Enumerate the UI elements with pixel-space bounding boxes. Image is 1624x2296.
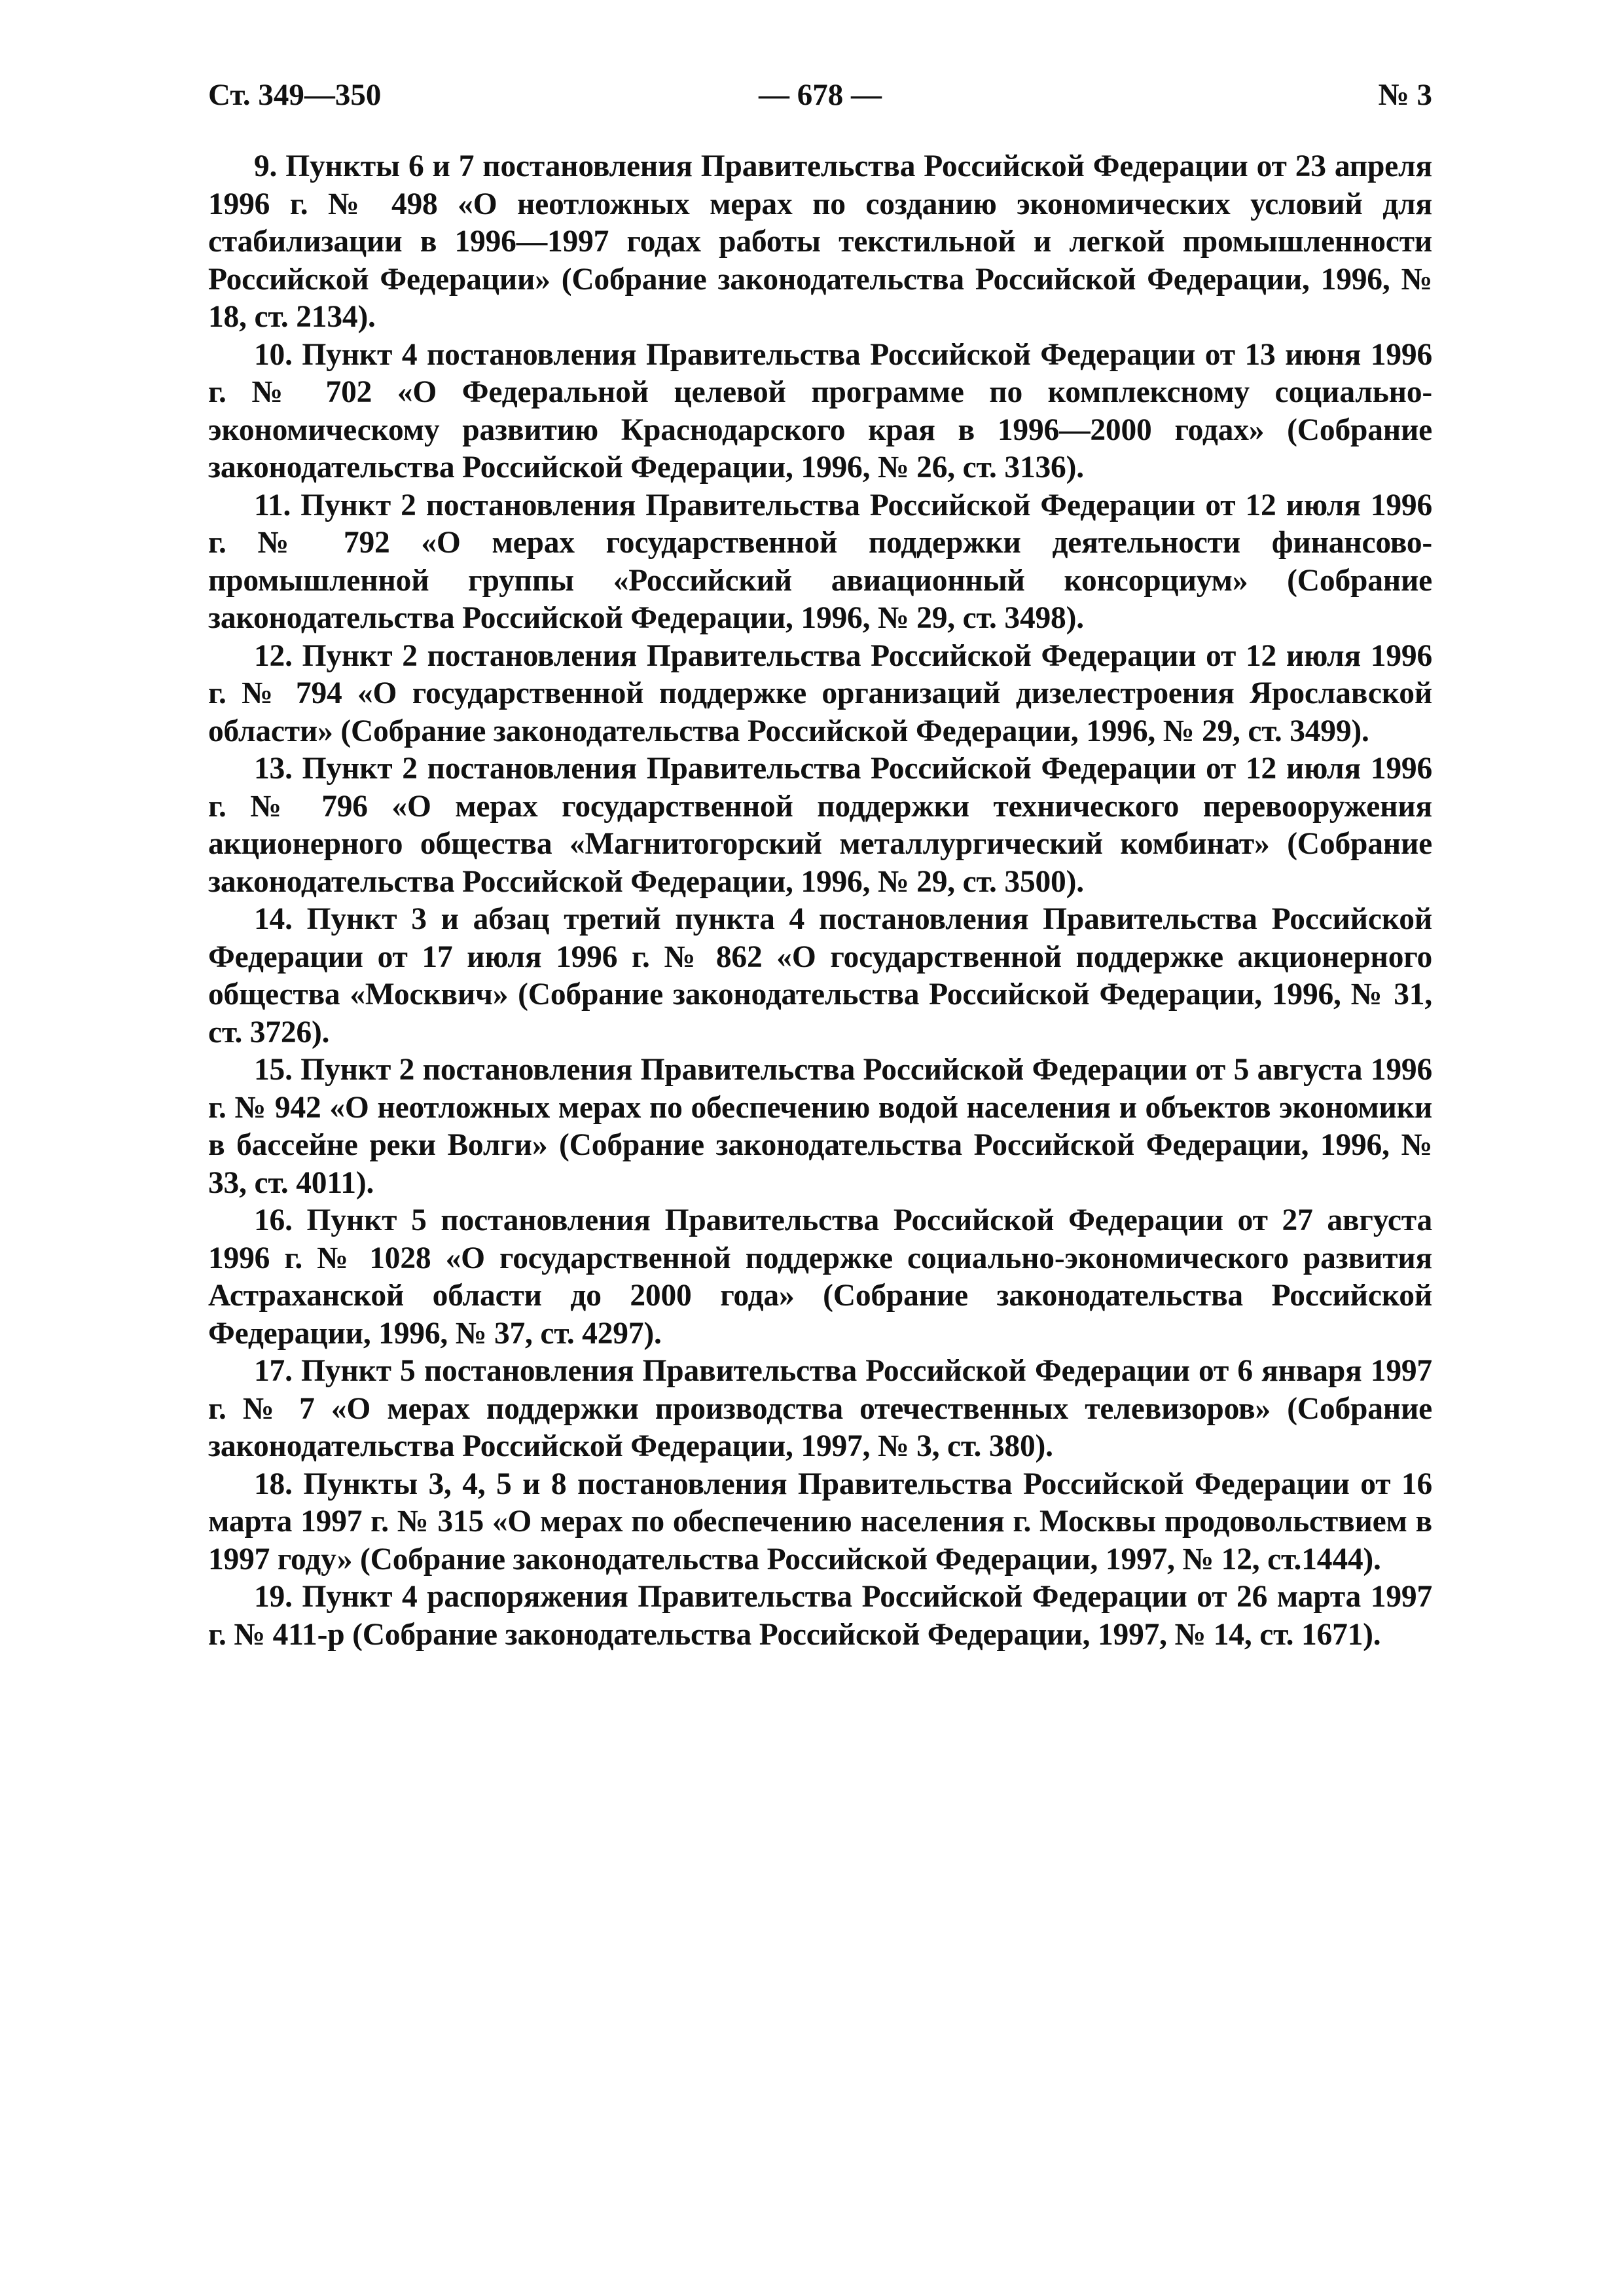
paragraph-item-19: 19. Пункт 4 распоряжения Правительства Российской Федерации от 26 марта 1997 г. № 411-р (Собрание законодательства Российской Федерации, 1997, № 14, ст. 1671). (208, 1580, 1432, 1652)
paragraph-item-13: 13. Пункт 2 постановления Правительства Российской Федерации от 12 июля 1996 г. № 796 «О мерах государственной поддержки технического перевооружения акционерного общества «Магнитогорский металлургический комбинат» (Собрание законодательства Российской Федерации, 1996, № 29, ст. 3500). (208, 752, 1432, 899)
paragraph-item-12: 12. Пункт 2 постановления Правительства Российской Федерации от 12 июля 1996 г. № 794 «О государственной поддержке организаций дизелестроения Ярославской области» (Собрание законодательства Российской Федерации, 1996, № 29, ст. 3499). (208, 638, 1432, 748)
paragraph-item-15: 15. Пункт 2 постановления Правительства Российской Федерации от 5 августа 1996 г. № 942 «О неотложных мерах по обеспечению водой населения и объектов экономики в бассейне реки Волги» (Собрание законодательства Российской Федерации, 1996, № 33, ст. 4011). (208, 1053, 1432, 1200)
page-header (208, 77, 1432, 123)
page-number: — 678 — (759, 78, 882, 112)
article-range: Ст. 349—350 (208, 78, 382, 112)
paragraph-item-14: 14. Пункт 3 и абзац третий пункта 4 постановления Правительства Российской Федерации от 17 июля 1996 г. № 862 «О государственной поддержке акционерного общества «Москвич» (Собрание законодательства Российской Федерации, 1996, № 31, ст. 3726). (208, 902, 1432, 1049)
document-page (208, 77, 1432, 1654)
paragraph-item-17: 17. Пункт 5 постановления Правительства Российской Федерации от 6 января 1997 г. № 7 «О мерах поддержки производства отечественных телевизоров» (Собрание законодательства Российской Федерации, 1997, № 3, ст. 380). (208, 1354, 1432, 1463)
issue-number: № 3 (1378, 78, 1432, 112)
paragraph-item-16: 16. Пункт 5 постановления Правительства Российской Федерации от 27 августа 1996 г. № 1028 «О государственной поддержке социально-экономического развития Астраханской области до 2000 года» (Собрание законодательства Российской Федерации, 1996, № 37, ст. 4297). (208, 1203, 1432, 1351)
document-body (208, 148, 1432, 1654)
paragraph-item-9: 9. Пункты 6 и 7 постановления Правительства Российской Федерации от 23 апреля 1996 г. № 498 «О неотложных мерах по созданию экономических условий для стабилизации в 1996—1997 годах работы текстильной и легкой промышленности Российской Федерации» (Собрание законодательства Российской Федерации, 1996, № 18, ст. 2134). (208, 149, 1432, 334)
paragraph-item-11: 11. Пункт 2 постановления Правительства Российской Федерации от 12 июля 1996 г. № 792 «О мерах государственной поддержки деятельности финансово-промышленной группы «Российский авиационный консорциум» (Собрание законодательства Российской Федерации, 1996, № 29, ст. 3498). (208, 488, 1432, 635)
paragraph-item-10: 10. Пункт 4 постановления Правительства Российской Федерации от 13 июня 1996 г. № 702 «О Федеральной целевой программе по комплексному социально-экономическому развитию Краснодарского края в 1996—2000 годах» (Собрание законодательства Российской Федерации, 1996, № 26, ст. 3136). (208, 337, 1432, 484)
paragraph-item-18: 18. Пункты 3, 4, 5 и 8 постановления Правительства Российской Федерации от 16 марта 1997 г. № 315 «О мерах по обеспечению населения г. Москвы продовольствием в 1997 году» (Собрание законодательства Российской Федерации, 1997, № 12, ст.1444). (208, 1467, 1432, 1576)
